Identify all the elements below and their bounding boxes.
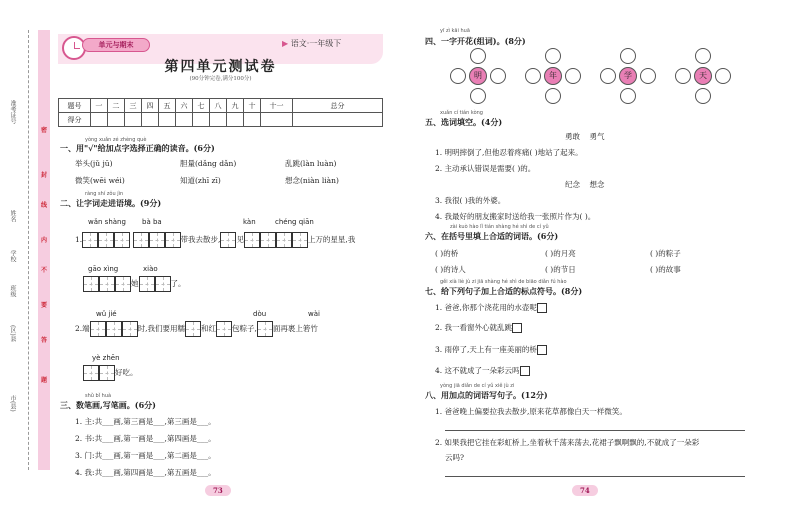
seal-char: 内	[40, 237, 47, 244]
punct-box[interactable]	[537, 345, 547, 355]
write-box[interactable]	[220, 232, 236, 248]
binding-label: 学校	[9, 250, 16, 262]
score-input[interactable]	[107, 113, 124, 127]
petal-input[interactable]	[620, 88, 636, 104]
write-box[interactable]	[149, 232, 165, 248]
petal-input[interactable]	[600, 68, 616, 84]
item-number: 1.	[75, 235, 83, 244]
write-box[interactable]	[83, 365, 99, 381]
section-8-title: 八、用加点的词语写句子。(12分)	[425, 390, 548, 400]
fill-sentence[interactable]: 3. 我很( )我的外婆。	[435, 196, 506, 205]
sentence-text: 和红	[201, 324, 217, 333]
choice-item[interactable]: 知道(zhī zī)	[180, 176, 221, 185]
example-sentence: 云吗?	[445, 453, 465, 462]
binding-label: (区)县	[9, 325, 16, 342]
score-input[interactable]	[293, 113, 383, 127]
page-title: 第四单元测试卷	[164, 59, 277, 75]
seal-char: 答	[40, 337, 47, 344]
grade: ·一年级下	[306, 39, 342, 48]
section-7-title: 七、给下列句子加上合适的标点符号。(8分)	[425, 286, 583, 296]
word-bank: 勇敢 勇气	[565, 132, 605, 141]
score-cell: 十一	[261, 99, 293, 113]
score-cell: 得分	[59, 113, 91, 127]
fill-phrase[interactable]: ( )的节日	[545, 265, 576, 274]
petal-input[interactable]	[450, 68, 466, 84]
punct-box[interactable]	[520, 366, 530, 376]
write-box[interactable]	[292, 232, 308, 248]
write-box[interactable]	[83, 276, 99, 292]
stroke-question[interactable]: 2. 书:共___画,第一画是___,第四画是___。	[75, 434, 216, 443]
pinyin: shǔ bǐ huà	[85, 393, 112, 399]
pinyin: yè zhēn	[92, 354, 120, 362]
sentence-text: 了。	[170, 279, 186, 288]
sentence-text: 上万的星星,我	[307, 235, 356, 244]
punct-item	[435, 302, 547, 313]
fill-phrase[interactable]: ( )的月亮	[545, 249, 576, 258]
score-input[interactable]	[210, 113, 227, 127]
pinyin: gāo xìng	[88, 265, 119, 273]
section-3-title: 三、数笔画,写笔画。(6分)	[60, 400, 156, 410]
score-header-row	[59, 99, 383, 113]
example-sentence: 1. 爸爸晚上偏要拉我去散步,原来花草都像白天一样微笑。	[435, 407, 627, 416]
seal-char: 线	[40, 202, 47, 209]
write-box[interactable]	[244, 232, 260, 248]
choice-item[interactable]: 想念(niàn liàn)	[285, 176, 339, 185]
flower-center: 明	[469, 67, 487, 85]
petal-input[interactable]	[490, 68, 506, 84]
word-flower	[600, 48, 656, 104]
write-box[interactable]	[98, 232, 114, 248]
write-box[interactable]	[99, 365, 115, 381]
fill-phrase[interactable]: ( )的诗人	[435, 265, 466, 274]
fill-line	[75, 321, 318, 337]
flag-icon: ▶	[282, 39, 289, 48]
fill-phrase[interactable]: ( )的故事	[650, 265, 681, 274]
sentence-text: 见	[236, 235, 244, 244]
sentence-text: 4. 这不就成了一朵彩云吗	[435, 366, 520, 375]
punct-item	[435, 365, 530, 376]
section-5-title: 五、选词填空。(4分)	[425, 117, 503, 127]
score-cell: 九	[227, 99, 244, 113]
pinyin: chéng qiān	[275, 218, 314, 226]
write-box[interactable]	[106, 321, 122, 337]
flower-center: 天	[694, 67, 712, 85]
binding-label: 准考证号	[9, 100, 16, 124]
series-badge: 单元与期末	[82, 38, 150, 52]
sentence-text: 好吃。	[115, 368, 138, 377]
write-box[interactable]	[260, 232, 276, 248]
punct-item	[435, 322, 522, 333]
petal-input[interactable]	[525, 68, 541, 84]
choice-item[interactable]: 微笑(wēi wéi)	[75, 176, 125, 185]
score-cell: 一	[90, 99, 107, 113]
sentence-text: 2. 我一看窗外心就乱跳	[435, 323, 513, 332]
sentence-text: 她	[131, 279, 139, 288]
pinyin: zài kuò hào lǐ tián shàng hé shì de cí yǔ	[450, 224, 549, 230]
petal-input[interactable]	[640, 68, 656, 84]
page-number	[205, 486, 231, 495]
flower-center: 学	[619, 67, 637, 85]
word-flower	[675, 48, 731, 104]
seal-char: 封	[40, 172, 47, 179]
stroke-question[interactable]: 1. 主:共___画,第三画是___,第三画是___。	[75, 417, 216, 426]
section-4-title: 四、一字开花(组词)。(8分)	[425, 36, 526, 46]
word-bank: 纪念 想念	[565, 180, 605, 189]
petal-input[interactable]	[695, 48, 711, 64]
stroke-question[interactable]: 3. 门:共___画,第一画是___,第二画是___。	[75, 451, 216, 460]
pinyin: dòu	[253, 310, 267, 318]
binding-label: 市(县)	[9, 395, 16, 412]
write-box[interactable]	[82, 232, 98, 248]
score-cell: 五	[158, 99, 175, 113]
petal-input[interactable]	[545, 88, 561, 104]
write-box[interactable]	[216, 321, 232, 337]
petal-input[interactable]	[695, 88, 711, 104]
cut-line	[28, 30, 29, 470]
petal-input[interactable]	[620, 48, 636, 64]
write-box[interactable]	[139, 276, 155, 292]
score-cell: 七	[193, 99, 210, 113]
score-input[interactable]	[193, 113, 210, 127]
write-box[interactable]	[122, 321, 138, 337]
pinyin: yī zì kāi huā	[440, 28, 470, 34]
score-value-row	[59, 113, 383, 127]
section-6-title: 六、在括号里填上合适的词语。(6分)	[425, 231, 559, 241]
flower-center: 年	[544, 67, 562, 85]
choice-item[interactable]: 胆量(dǎng dǎn)	[180, 159, 237, 168]
sentence-text: 面再裹上箬竹	[272, 324, 318, 333]
fill-line	[83, 276, 186, 292]
score-cell: 六	[175, 99, 192, 113]
score-input[interactable]	[158, 113, 175, 127]
write-box[interactable]	[165, 232, 181, 248]
page-number	[572, 486, 598, 495]
pinyin: wài	[308, 310, 320, 318]
pinyin: xuǎn cí tián kòng	[440, 110, 483, 116]
word-flower	[525, 48, 581, 104]
seal-char: 题	[40, 377, 47, 384]
fill-line	[83, 365, 138, 381]
pinyin: kàn	[243, 218, 256, 226]
subject-label	[282, 38, 341, 49]
answer-line[interactable]	[445, 476, 745, 477]
petal-input[interactable]	[470, 88, 486, 104]
write-box[interactable]	[114, 232, 130, 248]
binding-label: 班级	[9, 285, 16, 297]
score-cell: 二	[107, 99, 124, 113]
petal-input[interactable]	[675, 68, 691, 84]
fill-phrase[interactable]: ( )的粽子	[650, 249, 681, 258]
pinyin: wǔ jié	[96, 310, 117, 318]
petal-input[interactable]	[715, 68, 731, 84]
pinyin: yòng jiā diǎn de cí yǔ xiě jù zi	[440, 383, 515, 389]
score-table	[58, 98, 383, 127]
score-input[interactable]	[124, 113, 141, 127]
write-box[interactable]	[90, 321, 106, 337]
write-box[interactable]	[276, 232, 292, 248]
write-box[interactable]	[133, 232, 149, 248]
pinyin: gěi xià liè jù zi jiā shàng hé shì de biāo diǎn fú hào	[440, 279, 567, 285]
score-input[interactable]	[141, 113, 158, 127]
sentence-text: 时,我们要用糯	[137, 324, 186, 333]
score-cell: 三	[124, 99, 141, 113]
punct-box[interactable]	[537, 303, 547, 313]
write-box[interactable]	[185, 321, 201, 337]
seal-char: 不	[40, 267, 47, 274]
sentence-text: 2.端	[75, 324, 90, 333]
write-box[interactable]	[99, 276, 115, 292]
pinyin: xiào	[143, 265, 158, 273]
write-box[interactable]	[155, 276, 171, 292]
score-input[interactable]	[244, 113, 261, 127]
sentence-text: 1. 爸爸,你那个浇花用的水壶呢	[435, 303, 537, 312]
fill-sentence[interactable]: 4. 我最好的朋友搬家时送给我一张照片作为( )。	[435, 212, 596, 221]
pinyin: yòng xuǎn zé zhèng què	[85, 137, 147, 143]
section-1-title: 一、用"√"给加点字选择正确的读音。(6分)	[60, 143, 215, 153]
fill-sentence[interactable]: 1. 明明摔倒了,但他忍着疼痛( )地站了起来。	[435, 148, 583, 157]
score-input[interactable]	[90, 113, 107, 127]
choice-item[interactable]: 乱跳(làn luàn)	[285, 159, 337, 168]
petal-input[interactable]	[565, 68, 581, 84]
score-cell: 题号	[59, 99, 91, 113]
write-box[interactable]	[257, 321, 273, 337]
fill-sentence[interactable]: 2. 主动承认错误是需要( )的。	[435, 164, 536, 173]
pinyin: ràng shí zǒu jìn	[85, 191, 124, 197]
punct-box[interactable]	[512, 323, 522, 333]
score-input[interactable]	[175, 113, 192, 127]
seal-char: 要	[40, 302, 47, 309]
choice-item[interactable]: 举头(jǔ jū)	[75, 159, 113, 168]
score-input[interactable]	[261, 113, 293, 127]
fill-line	[75, 232, 355, 248]
pinyin: bà ba	[142, 218, 162, 226]
page-number-text: 73	[205, 485, 231, 496]
score-cell: 八	[210, 99, 227, 113]
score-cell: 十	[244, 99, 261, 113]
score-cell: 总分	[293, 99, 383, 113]
subject: 语文	[290, 39, 307, 48]
petal-input[interactable]	[545, 48, 561, 64]
sentence-text: 包粽子,	[232, 324, 257, 333]
seal-char: 密	[40, 127, 47, 134]
sentence-text: 3. 雨停了,天上有一座美丽的桥	[435, 345, 537, 354]
seal-bar	[38, 30, 50, 470]
petal-input[interactable]	[470, 48, 486, 64]
answer-line[interactable]	[445, 430, 745, 431]
example-sentence: 2. 如果我把它挂在彩虹桥上,坐着秋千荡来荡去,花裙子飘啊飘的,不就成了一朵彩	[435, 438, 700, 447]
write-box[interactable]	[115, 276, 131, 292]
fill-phrase[interactable]: ( )的桥	[435, 249, 459, 258]
score-input[interactable]	[227, 113, 244, 127]
page-subtitle: (90分钟完卷,满分100分)	[189, 76, 252, 82]
section-2-title: 二、让字词走进语境。(9分)	[60, 198, 162, 208]
score-cell: 四	[141, 99, 158, 113]
punct-item	[435, 344, 547, 355]
stroke-question[interactable]: 4. 我:共___画,第四画是___,第五画是___。	[75, 468, 216, 477]
page-number-text: 74	[572, 485, 598, 496]
pinyin: wǎn shàng	[88, 218, 126, 226]
binding-label: 姓名	[9, 210, 16, 222]
word-flower	[450, 48, 506, 104]
sentence-text: 带我去散步,	[180, 235, 221, 244]
